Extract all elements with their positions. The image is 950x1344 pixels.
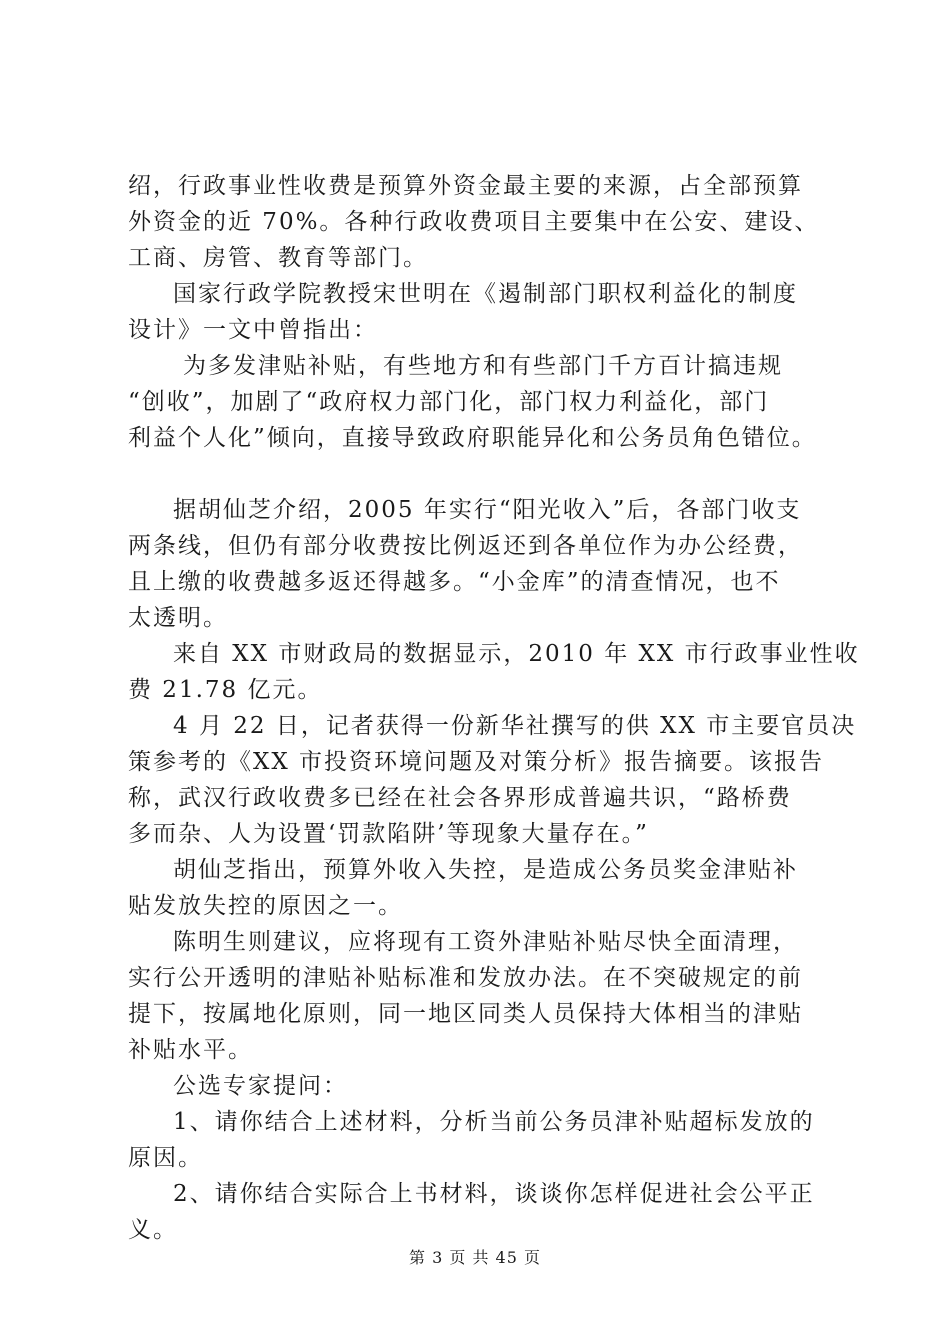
text-line: 且上缴的收费越多返还得越多。“小金库”的清查情况，也不 — [128, 569, 781, 595]
page-number: 第 3 页 共 45 页 — [409, 1248, 541, 1267]
page-footer — [0, 1245, 950, 1268]
text-line: 原因。 — [128, 1145, 203, 1171]
text-line: 称，武汉行政收费多已经在社会各界形成普遍共识，“路桥费 — [128, 785, 792, 811]
text-line: 1、请你结合上述材料，分析当前公务员津补贴超标发放的 — [173, 1109, 815, 1135]
text-line: 费 21.78 亿元。 — [128, 677, 323, 703]
text-line: 胡仙芝指出，预算外收入失控，是造成公务员奖金津贴补 — [173, 857, 798, 883]
text-line: 贴发放失控的原因之一。 — [128, 893, 403, 919]
text-line: 多而杂、人为设置‘罚款陷阱’等现象大量存在。” — [128, 821, 649, 847]
text-line: 国家行政学院教授宋世明在《遏制部门职权利益化的制度 — [173, 281, 798, 307]
text-line: 据胡仙芝介绍，2005 年实行“阳光收入”后，各部门收支 — [173, 497, 802, 523]
text-line: 实行公开透明的津贴补贴标准和发放办法。在不突破规定的前 — [128, 965, 803, 991]
text-line: 公选专家提问： — [173, 1073, 348, 1099]
text-line: 太透明。 — [128, 605, 228, 631]
text-line: 工商、房管、教育等部门。 — [128, 245, 428, 271]
text-line: 利益个人化”倾向，直接导致政府职能异化和公务员角色错位。 — [128, 425, 817, 451]
text-line: 策参考的《XX 市投资环境问题及对策分析》报告摘要。该报告 — [128, 749, 825, 775]
text-line: 义。 — [128, 1217, 178, 1243]
text-line: 陈明生则建议，应将现有工资外津贴补贴尽快全面清理， — [173, 929, 798, 955]
text-line: “创收”，加剧了“政府权力部门化，部门权力利益化，部门 — [128, 389, 770, 415]
text-line: 设计》一文中曾指出： — [128, 317, 378, 343]
text-line: 为多发津贴补贴，有些地方和有些部门千方百计搞违规 — [183, 353, 783, 379]
text-line: 2、请你结合实际合上书材料，谈谈你怎样促进社会公平正 — [173, 1181, 815, 1207]
text-line: 提下，按属地化原则，同一地区同类人员保持大体相当的津贴 — [128, 1001, 803, 1027]
text-line: 来自 XX 市财政局的数据显示，2010 年 XX 市行政事业性收 — [173, 641, 860, 667]
text-line: 外资金的近 70%。各种行政收费项目主要集中在公安、建设、 — [128, 209, 820, 235]
text-line: 补贴水平。 — [128, 1037, 253, 1063]
text-line: 绍，行政事业性收费是预算外资金最主要的来源，占全部预算 — [128, 173, 803, 199]
text-line: 两条线，但仍有部分收费按比例返还到各单位作为办公经费， — [128, 533, 803, 559]
text-line: 4 月 22 日，记者获得一份新华社撰写的供 XX 市主要官员决 — [173, 713, 857, 739]
